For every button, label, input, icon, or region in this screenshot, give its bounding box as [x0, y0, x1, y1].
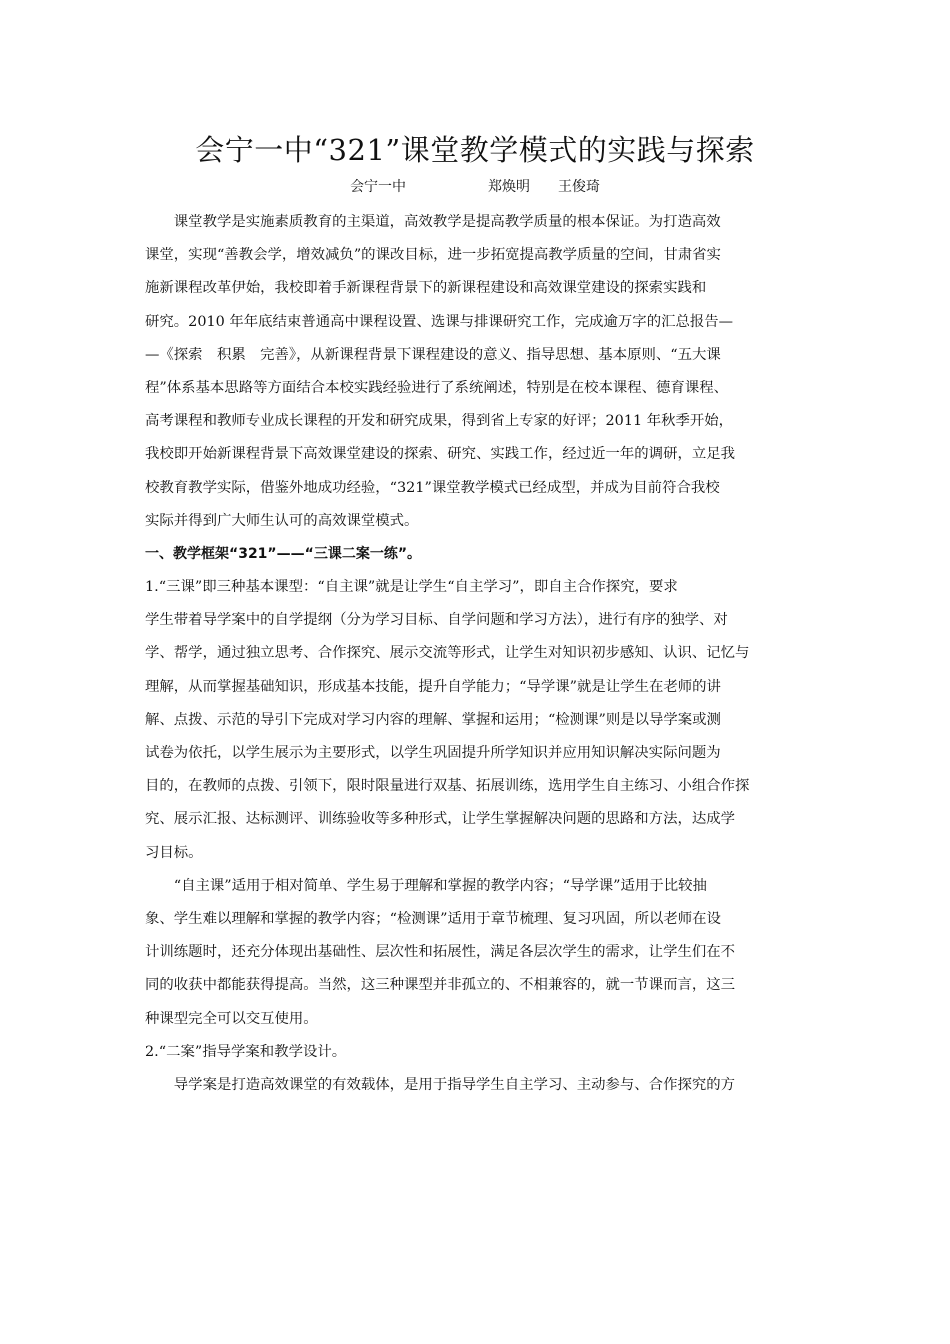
- paragraph-line: 目的，在教师的点拨、引领下，限时限量进行双基、拓展训练，选用学生自主练习、小组合作探: [145, 778, 750, 795]
- paragraph-line: 种课型完全可以交互使用。: [145, 1010, 318, 1027]
- paragraph-line: 同的收获中都能获得提高。当然，这三种课型并非孤立的、不相兼容的，就一节课而言，这三: [145, 977, 736, 994]
- paragraph-line: 研究。2010 年年底结束普通高中课程设置、选课与排课研究工作，完成逾万字的汇总报告—: [145, 313, 734, 330]
- paragraph-line: 究、展示汇报、达标测评、训练验收等多种形式，让学生掌握解决问题的思路和方法，达成学: [145, 811, 736, 828]
- paragraph-line: 程”体系基本思路等方面结合本校实践经验进行了系统阐述，特别是在校本课程、德育课程、: [145, 379, 728, 396]
- section-heading: 一、教学框架“321”——“三课二案一练”。: [145, 545, 422, 562]
- author-name: 王俊琦: [558, 179, 600, 195]
- paragraph-line: 试卷为依托，以学生展示为主要形式，以学生巩固提升所学知识并应用知识解决实际问题为: [145, 745, 721, 761]
- paragraph-line: 学生带着导学案中的自学提纲（分为学习目标、自学问题和学习方法），进行有序的独学、对: [145, 612, 728, 629]
- paragraph-line: —《探索 积累 完善》，从新课程背景下课程建设的意义、指导思想、基本原则、“五大课: [145, 346, 721, 363]
- paragraph-line: 高考课程和教师专业成长课程的开发和研究成果，得到省上专家的好评；2011 年秋季开始，: [145, 413, 734, 430]
- paragraph-line: 校教育教学实际，借鉴外地成功经验，“321”课堂教学模式已经成型，并成为目前符合我校: [145, 479, 720, 496]
- paragraph-line: 课堂教学是实施素质教育的主渠道，高效教学是提高教学质量的根本保证。为打造高效: [145, 214, 721, 230]
- paragraph-line: 象、学生难以理解和掌握的教学内容；“检测课”适用于章节梳理、复习巩固，所以老师在设: [145, 910, 721, 927]
- school-name: 会宁一中: [350, 179, 406, 195]
- paragraph-line: 解、点拨、示范的导引下完成对学习内容的理解、掌握和运用；“检测课”则是以导学案或测: [145, 711, 721, 728]
- author-name: 郑焕明: [488, 179, 530, 195]
- paragraph-line: 习目标。: [145, 844, 203, 861]
- paragraph-line: 计训练题时，还充分体现出基础性、层次性和拓展性，满足各层次学生的需求，让学生们在不: [145, 944, 736, 961]
- paragraph-line: 实际并得到广大师生认可的高效课堂模式。: [145, 512, 419, 529]
- paragraph-line: “自主课”适用于相对简单、学生易于理解和掌握的教学内容；“导学课”适用于比较抽: [145, 877, 707, 894]
- paragraph-line: 施新课程改革伊始，我校即着手新课程背景下的新课程建设和高效课堂建设的探索实践和: [145, 280, 707, 297]
- paragraph-line: 课堂，实现“善教会学，增效减负”的课改目标，进一步拓宽提高教学质量的空间，甘肃省实: [145, 247, 721, 264]
- paragraph-line: 学、帮学，通过独立思考、合作探究、展示交流等形式，让学生对知识初步感知、认识、记忆与: [145, 645, 750, 662]
- paragraph-line: 1.“三课”即三种基本课型：“自主课”就是让学生“自主学习”，即自主合作探究，要求: [145, 579, 678, 596]
- author-line: [0, 176, 950, 198]
- page-title: 会宁一中“321”课堂教学模式的实践与探索: [195, 133, 755, 167]
- paragraph-line: 理解，从而掌握基础知识，形成基本技能，提升自学能力；“导学课”就是让学生在老师的讲: [145, 678, 721, 695]
- paragraph-line: 导学案是打造高效课堂的有效载体，是用于指导学生自主学习、主动参与、合作探究的方: [145, 1076, 736, 1093]
- paragraph-line: 我校即开始新课程背景下高效课堂建设的探索、研究、实践工作，经过近一年的调研，立足我: [145, 446, 736, 463]
- paragraph-line: 2.“二案”指导学案和教学设计。: [145, 1043, 347, 1060]
- body-text: [145, 206, 811, 1102]
